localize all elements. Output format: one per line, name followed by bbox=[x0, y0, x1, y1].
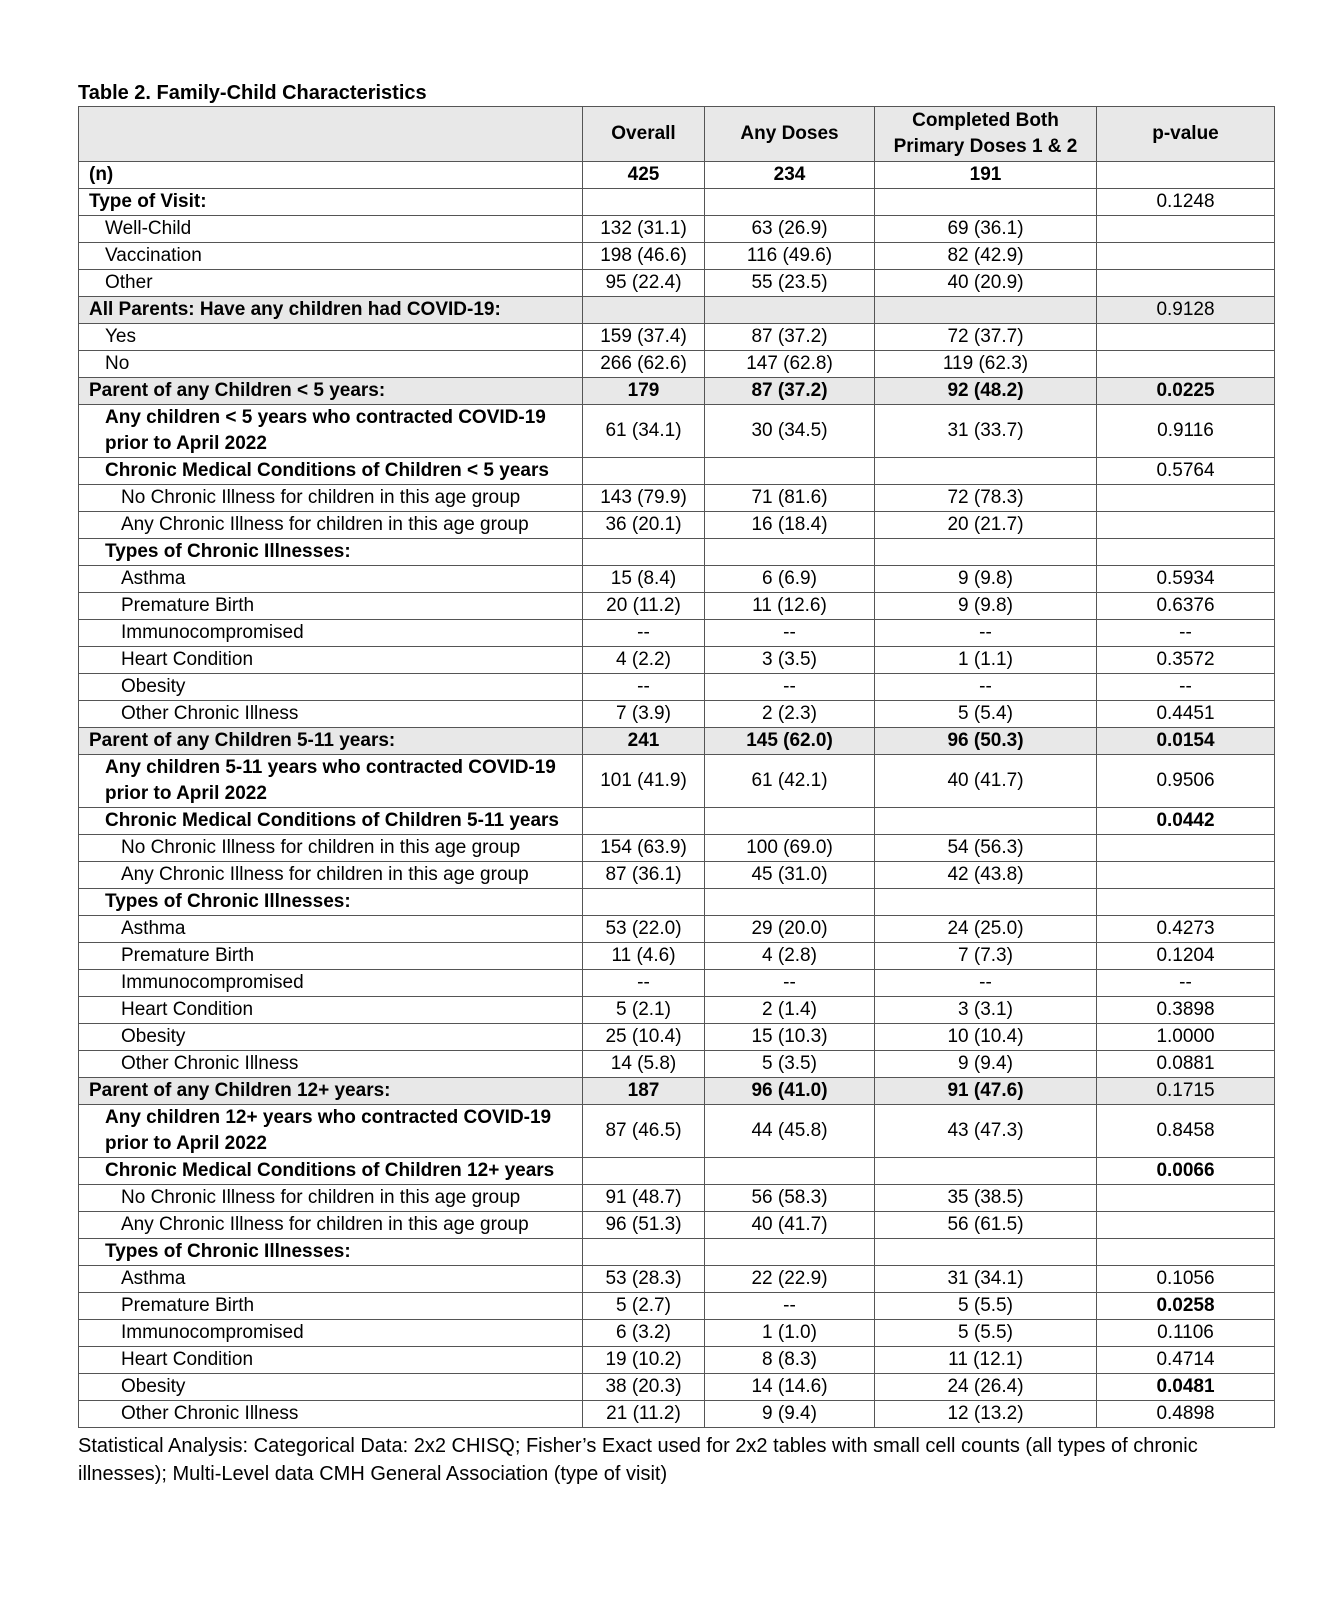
any-doses-cell bbox=[705, 539, 875, 566]
overall-cell: 21 (11.2) bbox=[583, 1401, 705, 1428]
completed-both-cell: 3 (3.1) bbox=[875, 997, 1097, 1024]
completed-both-cell: 191 bbox=[875, 162, 1097, 189]
overall-cell: 4 (2.2) bbox=[583, 647, 705, 674]
p-value-cell: 0.3898 bbox=[1097, 997, 1275, 1024]
completed-both-cell: 42 (43.8) bbox=[875, 862, 1097, 889]
any-doses-cell: 87 (37.2) bbox=[705, 378, 875, 405]
table-row bbox=[79, 1051, 1275, 1078]
table-row bbox=[79, 1401, 1275, 1428]
p-value-cell: 0.0066 bbox=[1097, 1158, 1275, 1185]
header-row bbox=[79, 107, 1275, 162]
row-label: Premature Birth bbox=[79, 593, 583, 620]
row-label: Any children 5-11 years who contracted COVID-19 prior to April 2022 bbox=[79, 755, 583, 808]
completed-both-cell: -- bbox=[875, 970, 1097, 997]
overall-cell: 6 (3.2) bbox=[583, 1320, 705, 1347]
row-label: Types of Chronic Illnesses: bbox=[79, 889, 583, 916]
p-value-cell: 0.1248 bbox=[1097, 189, 1275, 216]
column-header-any-doses: Any Doses bbox=[705, 107, 875, 162]
document-page bbox=[78, 80, 1274, 1488]
table-row bbox=[79, 647, 1275, 674]
table-row bbox=[79, 1024, 1275, 1051]
row-label: Any children 12+ years who contracted COVID-19 prior to April 2022 bbox=[79, 1105, 583, 1158]
any-doses-cell: -- bbox=[705, 674, 875, 701]
overall-cell bbox=[583, 458, 705, 485]
table-row bbox=[79, 189, 1275, 216]
overall-cell: 53 (28.3) bbox=[583, 1266, 705, 1293]
p-value-cell: 0.1106 bbox=[1097, 1320, 1275, 1347]
any-doses-cell: 71 (81.6) bbox=[705, 485, 875, 512]
completed-both-cell: -- bbox=[875, 620, 1097, 647]
p-value-cell: 0.0881 bbox=[1097, 1051, 1275, 1078]
completed-both-cell: 10 (10.4) bbox=[875, 1024, 1097, 1051]
table-row bbox=[79, 728, 1275, 755]
p-value-cell bbox=[1097, 216, 1275, 243]
overall-cell: 266 (62.6) bbox=[583, 351, 705, 378]
table-row bbox=[79, 1266, 1275, 1293]
row-label: Obesity bbox=[79, 674, 583, 701]
any-doses-cell: 11 (12.6) bbox=[705, 593, 875, 620]
table-row bbox=[79, 297, 1275, 324]
overall-cell: 87 (46.5) bbox=[583, 1105, 705, 1158]
row-label: Heart Condition bbox=[79, 1347, 583, 1374]
row-label: Premature Birth bbox=[79, 943, 583, 970]
any-doses-cell: 145 (62.0) bbox=[705, 728, 875, 755]
p-value-cell bbox=[1097, 539, 1275, 566]
completed-both-cell: 40 (20.9) bbox=[875, 270, 1097, 297]
overall-cell: -- bbox=[583, 620, 705, 647]
completed-both-cell: 96 (50.3) bbox=[875, 728, 1097, 755]
p-value-cell: 0.9128 bbox=[1097, 297, 1275, 324]
row-label: Obesity bbox=[79, 1024, 583, 1051]
p-value-cell: 0.0442 bbox=[1097, 808, 1275, 835]
any-doses-cell bbox=[705, 1158, 875, 1185]
p-value-cell: 0.5764 bbox=[1097, 458, 1275, 485]
p-value-cell: 0.1204 bbox=[1097, 943, 1275, 970]
p-value-cell bbox=[1097, 243, 1275, 270]
p-value-cell bbox=[1097, 485, 1275, 512]
table-row bbox=[79, 1185, 1275, 1212]
p-value-cell: 0.9116 bbox=[1097, 405, 1275, 458]
table-row bbox=[79, 270, 1275, 297]
overall-cell: 198 (46.6) bbox=[583, 243, 705, 270]
table-row bbox=[79, 997, 1275, 1024]
completed-both-cell: 92 (48.2) bbox=[875, 378, 1097, 405]
row-label: Any Chronic Illness for children in this age group bbox=[79, 862, 583, 889]
any-doses-cell: 4 (2.8) bbox=[705, 943, 875, 970]
p-value-cell: 0.6376 bbox=[1097, 593, 1275, 620]
p-value-cell bbox=[1097, 324, 1275, 351]
table-row bbox=[79, 216, 1275, 243]
table-row bbox=[79, 1158, 1275, 1185]
row-label: Well-Child bbox=[79, 216, 583, 243]
row-label: All Parents: Have any children had COVID-19: bbox=[79, 297, 583, 324]
table-row bbox=[79, 1105, 1275, 1158]
table-row bbox=[79, 1239, 1275, 1266]
row-label: Parent of any Children < 5 years: bbox=[79, 378, 583, 405]
table-row bbox=[79, 162, 1275, 189]
any-doses-cell: 30 (34.5) bbox=[705, 405, 875, 458]
row-label: Immunocompromised bbox=[79, 970, 583, 997]
row-label: Asthma bbox=[79, 566, 583, 593]
completed-both-cell bbox=[875, 458, 1097, 485]
any-doses-cell: -- bbox=[705, 1293, 875, 1320]
completed-both-cell bbox=[875, 189, 1097, 216]
overall-cell: 101 (41.9) bbox=[583, 755, 705, 808]
p-value-cell: 0.5934 bbox=[1097, 566, 1275, 593]
characteristics-table bbox=[78, 106, 1275, 1428]
any-doses-cell: 15 (10.3) bbox=[705, 1024, 875, 1051]
any-doses-cell: 2 (1.4) bbox=[705, 997, 875, 1024]
row-label: Chronic Medical Conditions of Children 12+ years bbox=[79, 1158, 583, 1185]
table-row bbox=[79, 1320, 1275, 1347]
any-doses-cell: 61 (42.1) bbox=[705, 755, 875, 808]
p-value-cell: 0.4273 bbox=[1097, 916, 1275, 943]
completed-both-cell bbox=[875, 808, 1097, 835]
any-doses-cell: 14 (14.6) bbox=[705, 1374, 875, 1401]
table-row bbox=[79, 916, 1275, 943]
completed-both-cell bbox=[875, 297, 1097, 324]
p-value-cell: 0.0154 bbox=[1097, 728, 1275, 755]
any-doses-cell bbox=[705, 808, 875, 835]
table-row bbox=[79, 1293, 1275, 1320]
overall-cell bbox=[583, 808, 705, 835]
overall-cell: 20 (11.2) bbox=[583, 593, 705, 620]
p-value-cell bbox=[1097, 270, 1275, 297]
table-row bbox=[79, 835, 1275, 862]
completed-both-cell: 24 (26.4) bbox=[875, 1374, 1097, 1401]
any-doses-cell: 3 (3.5) bbox=[705, 647, 875, 674]
any-doses-cell: 234 bbox=[705, 162, 875, 189]
row-label: Heart Condition bbox=[79, 647, 583, 674]
any-doses-cell: 16 (18.4) bbox=[705, 512, 875, 539]
table-row bbox=[79, 566, 1275, 593]
overall-cell: 5 (2.1) bbox=[583, 997, 705, 1024]
p-value-cell: 0.1056 bbox=[1097, 1266, 1275, 1293]
overall-cell: 7 (3.9) bbox=[583, 701, 705, 728]
row-label: Any children < 5 years who contracted COVID-19 prior to April 2022 bbox=[79, 405, 583, 458]
any-doses-cell bbox=[705, 1239, 875, 1266]
overall-cell: 61 (34.1) bbox=[583, 405, 705, 458]
any-doses-cell: 40 (41.7) bbox=[705, 1212, 875, 1239]
any-doses-cell: 1 (1.0) bbox=[705, 1320, 875, 1347]
completed-both-cell: 9 (9.4) bbox=[875, 1051, 1097, 1078]
row-label: Parent of any Children 5-11 years: bbox=[79, 728, 583, 755]
any-doses-cell: 9 (9.4) bbox=[705, 1401, 875, 1428]
p-value-cell: 0.0481 bbox=[1097, 1374, 1275, 1401]
overall-cell: 11 (4.6) bbox=[583, 943, 705, 970]
completed-both-cell: 1 (1.1) bbox=[875, 647, 1097, 674]
table-row bbox=[79, 889, 1275, 916]
table-row bbox=[79, 1212, 1275, 1239]
completed-both-cell: 5 (5.4) bbox=[875, 701, 1097, 728]
table-row bbox=[79, 808, 1275, 835]
any-doses-cell: 45 (31.0) bbox=[705, 862, 875, 889]
any-doses-cell: 44 (45.8) bbox=[705, 1105, 875, 1158]
table-row bbox=[79, 378, 1275, 405]
p-value-cell bbox=[1097, 835, 1275, 862]
table-body bbox=[79, 162, 1275, 1428]
any-doses-cell: 5 (3.5) bbox=[705, 1051, 875, 1078]
overall-cell: 179 bbox=[583, 378, 705, 405]
table-row bbox=[79, 593, 1275, 620]
table-row bbox=[79, 674, 1275, 701]
table-row bbox=[79, 1347, 1275, 1374]
any-doses-cell: 2 (2.3) bbox=[705, 701, 875, 728]
table-row bbox=[79, 324, 1275, 351]
p-value-cell bbox=[1097, 1185, 1275, 1212]
completed-both-cell: 72 (37.7) bbox=[875, 324, 1097, 351]
row-label: No Chronic Illness for children in this age group bbox=[79, 485, 583, 512]
row-label: Vaccination bbox=[79, 243, 583, 270]
column-header-completed-both: Completed Both Primary Doses 1 & 2 bbox=[875, 107, 1097, 162]
overall-cell: 159 (37.4) bbox=[583, 324, 705, 351]
row-label: Type of Visit: bbox=[79, 189, 583, 216]
completed-both-cell: 91 (47.6) bbox=[875, 1078, 1097, 1105]
overall-cell: 87 (36.1) bbox=[583, 862, 705, 889]
any-doses-cell: 8 (8.3) bbox=[705, 1347, 875, 1374]
completed-both-cell: 7 (7.3) bbox=[875, 943, 1097, 970]
p-value-cell: 0.4898 bbox=[1097, 1401, 1275, 1428]
any-doses-cell: 63 (26.9) bbox=[705, 216, 875, 243]
row-label: Asthma bbox=[79, 1266, 583, 1293]
overall-cell: 91 (48.7) bbox=[583, 1185, 705, 1212]
row-label: Obesity bbox=[79, 1374, 583, 1401]
completed-both-cell: 82 (42.9) bbox=[875, 243, 1097, 270]
any-doses-cell bbox=[705, 889, 875, 916]
p-value-cell bbox=[1097, 889, 1275, 916]
any-doses-cell: 87 (37.2) bbox=[705, 324, 875, 351]
any-doses-cell: 55 (23.5) bbox=[705, 270, 875, 297]
overall-cell: 187 bbox=[583, 1078, 705, 1105]
overall-cell: 38 (20.3) bbox=[583, 1374, 705, 1401]
table-row bbox=[79, 243, 1275, 270]
p-value-cell bbox=[1097, 1239, 1275, 1266]
completed-both-cell: 40 (41.7) bbox=[875, 755, 1097, 808]
any-doses-cell: 6 (6.9) bbox=[705, 566, 875, 593]
row-label: Asthma bbox=[79, 916, 583, 943]
column-header-overall: Overall bbox=[583, 107, 705, 162]
p-value-cell: 0.4451 bbox=[1097, 701, 1275, 728]
row-label: No bbox=[79, 351, 583, 378]
completed-both-cell bbox=[875, 889, 1097, 916]
row-label: Other bbox=[79, 270, 583, 297]
p-value-cell bbox=[1097, 351, 1275, 378]
p-value-cell: 1.0000 bbox=[1097, 1024, 1275, 1051]
row-label: No Chronic Illness for children in this age group bbox=[79, 835, 583, 862]
row-label: Other Chronic Illness bbox=[79, 1051, 583, 1078]
completed-both-cell bbox=[875, 1158, 1097, 1185]
row-label: Parent of any Children 12+ years: bbox=[79, 1078, 583, 1105]
overall-cell bbox=[583, 539, 705, 566]
table-row bbox=[79, 512, 1275, 539]
completed-both-cell: 5 (5.5) bbox=[875, 1320, 1097, 1347]
table-title: Table 2. Family-Child Characteristics bbox=[78, 82, 427, 104]
p-value-cell: 0.9506 bbox=[1097, 755, 1275, 808]
any-doses-cell: 96 (41.0) bbox=[705, 1078, 875, 1105]
overall-cell: 14 (5.8) bbox=[583, 1051, 705, 1078]
row-label: Any Chronic Illness for children in this age group bbox=[79, 1212, 583, 1239]
overall-cell: 425 bbox=[583, 162, 705, 189]
any-doses-cell: 100 (69.0) bbox=[705, 835, 875, 862]
footnote: Statistical Analysis: Categorical Data: 2x2 CHISQ; Fisher’s Exact used for 2x2 tables with small cell counts (all types of chronic illnesses); Multi-Level data CMH General Association (type of visit) bbox=[78, 1435, 1198, 1485]
row-label: Any Chronic Illness for children in this age group bbox=[79, 512, 583, 539]
table-row bbox=[79, 351, 1275, 378]
p-value-cell: 0.3572 bbox=[1097, 647, 1275, 674]
row-label: Chronic Medical Conditions of Children 5-11 years bbox=[79, 808, 583, 835]
completed-both-cell: 43 (47.3) bbox=[875, 1105, 1097, 1158]
overall-cell: 241 bbox=[583, 728, 705, 755]
any-doses-cell: -- bbox=[705, 620, 875, 647]
any-doses-cell bbox=[705, 189, 875, 216]
row-label: No Chronic Illness for children in this age group bbox=[79, 1185, 583, 1212]
completed-both-cell: 56 (61.5) bbox=[875, 1212, 1097, 1239]
any-doses-cell: 56 (58.3) bbox=[705, 1185, 875, 1212]
completed-both-cell: 12 (13.2) bbox=[875, 1401, 1097, 1428]
table-row bbox=[79, 862, 1275, 889]
overall-cell bbox=[583, 297, 705, 324]
p-value-cell bbox=[1097, 162, 1275, 189]
p-value-cell: 0.0225 bbox=[1097, 378, 1275, 405]
row-label: Yes bbox=[79, 324, 583, 351]
any-doses-cell: 147 (62.8) bbox=[705, 351, 875, 378]
p-value-cell bbox=[1097, 1212, 1275, 1239]
overall-cell: 36 (20.1) bbox=[583, 512, 705, 539]
table-row bbox=[79, 1374, 1275, 1401]
p-value-cell: 0.4714 bbox=[1097, 1347, 1275, 1374]
overall-cell: 15 (8.4) bbox=[583, 566, 705, 593]
row-label: (n) bbox=[79, 162, 583, 189]
p-value-cell: 0.1715 bbox=[1097, 1078, 1275, 1105]
row-label: Other Chronic Illness bbox=[79, 1401, 583, 1428]
any-doses-cell: 22 (22.9) bbox=[705, 1266, 875, 1293]
row-label: Chronic Medical Conditions of Children < 5 years bbox=[79, 458, 583, 485]
row-label: Types of Chronic Illnesses: bbox=[79, 1239, 583, 1266]
overall-cell: 53 (22.0) bbox=[583, 916, 705, 943]
any-doses-cell bbox=[705, 297, 875, 324]
row-label: Premature Birth bbox=[79, 1293, 583, 1320]
completed-both-cell: 20 (21.7) bbox=[875, 512, 1097, 539]
overall-cell bbox=[583, 1239, 705, 1266]
p-value-cell: -- bbox=[1097, 674, 1275, 701]
completed-both-cell: 119 (62.3) bbox=[875, 351, 1097, 378]
column-header-p-value: p-value bbox=[1097, 107, 1275, 162]
completed-both-cell: 69 (36.1) bbox=[875, 216, 1097, 243]
completed-both-cell: 24 (25.0) bbox=[875, 916, 1097, 943]
completed-both-cell: 9 (9.8) bbox=[875, 566, 1097, 593]
table-row bbox=[79, 943, 1275, 970]
p-value-cell: 0.8458 bbox=[1097, 1105, 1275, 1158]
overall-cell: 154 (63.9) bbox=[583, 835, 705, 862]
p-value-cell bbox=[1097, 862, 1275, 889]
overall-cell: -- bbox=[583, 970, 705, 997]
any-doses-cell: 116 (49.6) bbox=[705, 243, 875, 270]
column-header-label bbox=[79, 107, 583, 162]
row-label: Other Chronic Illness bbox=[79, 701, 583, 728]
completed-both-cell: -- bbox=[875, 674, 1097, 701]
overall-cell: 132 (31.1) bbox=[583, 216, 705, 243]
table-row bbox=[79, 1078, 1275, 1105]
any-doses-cell bbox=[705, 458, 875, 485]
overall-cell: 143 (79.9) bbox=[583, 485, 705, 512]
table-row bbox=[79, 405, 1275, 458]
any-doses-cell: -- bbox=[705, 970, 875, 997]
overall-cell: 25 (10.4) bbox=[583, 1024, 705, 1051]
completed-both-cell: 31 (34.1) bbox=[875, 1266, 1097, 1293]
table-row bbox=[79, 970, 1275, 997]
overall-cell bbox=[583, 189, 705, 216]
overall-cell: 95 (22.4) bbox=[583, 270, 705, 297]
completed-both-cell: 35 (38.5) bbox=[875, 1185, 1097, 1212]
row-label: Immunocompromised bbox=[79, 1320, 583, 1347]
completed-both-cell: 5 (5.5) bbox=[875, 1293, 1097, 1320]
table-row bbox=[79, 539, 1275, 566]
completed-both-cell: 54 (56.3) bbox=[875, 835, 1097, 862]
overall-cell: 96 (51.3) bbox=[583, 1212, 705, 1239]
completed-both-cell bbox=[875, 1239, 1097, 1266]
table-row bbox=[79, 755, 1275, 808]
overall-cell: 5 (2.7) bbox=[583, 1293, 705, 1320]
any-doses-cell: 29 (20.0) bbox=[705, 916, 875, 943]
overall-cell: -- bbox=[583, 674, 705, 701]
table-row bbox=[79, 485, 1275, 512]
completed-both-cell bbox=[875, 539, 1097, 566]
p-value-cell: 0.0258 bbox=[1097, 1293, 1275, 1320]
completed-both-cell: 11 (12.1) bbox=[875, 1347, 1097, 1374]
table-row bbox=[79, 701, 1275, 728]
table-row bbox=[79, 620, 1275, 647]
table-row bbox=[79, 458, 1275, 485]
p-value-cell: -- bbox=[1097, 970, 1275, 997]
row-label: Immunocompromised bbox=[79, 620, 583, 647]
overall-cell bbox=[583, 889, 705, 916]
row-label: Types of Chronic Illnesses: bbox=[79, 539, 583, 566]
completed-both-cell: 31 (33.7) bbox=[875, 405, 1097, 458]
completed-both-cell: 72 (78.3) bbox=[875, 485, 1097, 512]
p-value-cell: -- bbox=[1097, 620, 1275, 647]
p-value-cell bbox=[1097, 512, 1275, 539]
overall-cell bbox=[583, 1158, 705, 1185]
completed-both-cell: 9 (9.8) bbox=[875, 593, 1097, 620]
row-label: Heart Condition bbox=[79, 997, 583, 1024]
overall-cell: 19 (10.2) bbox=[583, 1347, 705, 1374]
